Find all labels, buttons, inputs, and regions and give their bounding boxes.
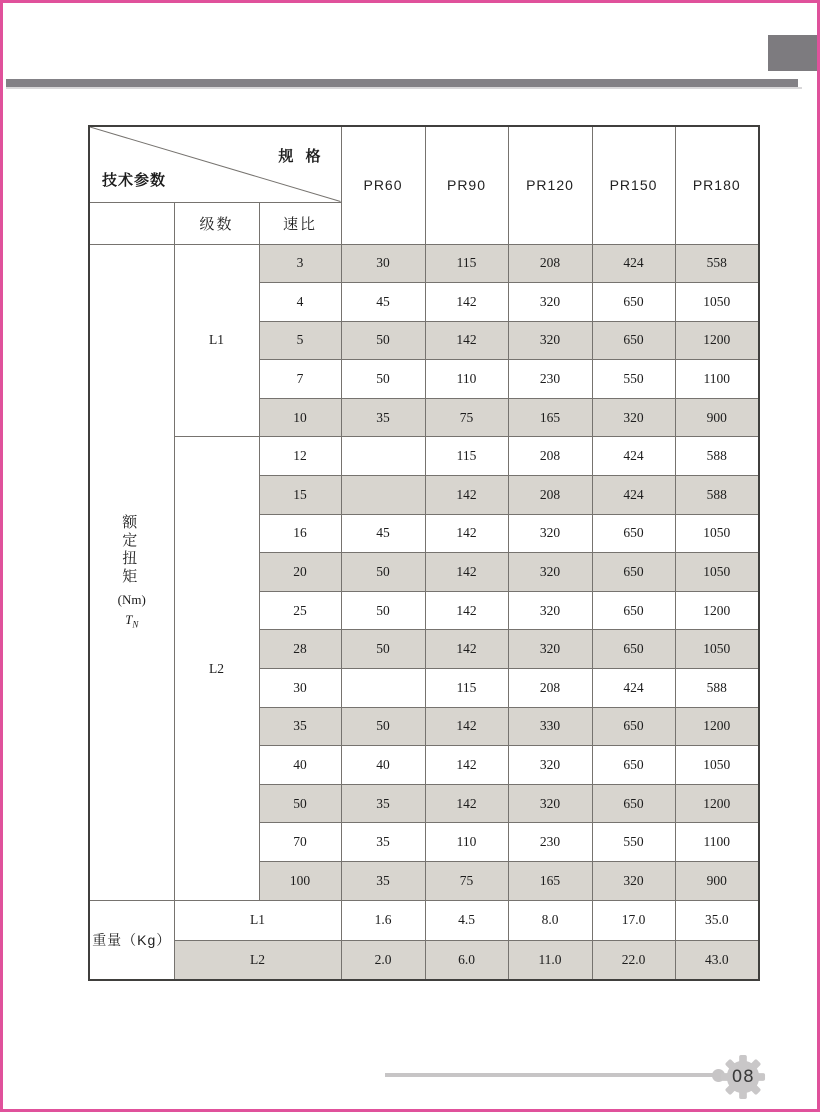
weight-value-cell: 11.0 bbox=[508, 940, 592, 980]
value-cell: 588 bbox=[675, 476, 759, 515]
value-cell: 320 bbox=[508, 553, 592, 592]
value-cell: 35 bbox=[341, 862, 425, 901]
ratio-cell: 15 bbox=[259, 476, 341, 515]
value-cell: 1200 bbox=[675, 707, 759, 746]
value-cell: 1050 bbox=[675, 283, 759, 322]
table-row bbox=[89, 437, 759, 476]
value-cell bbox=[341, 476, 425, 515]
ratio-cell: 25 bbox=[259, 591, 341, 630]
value-cell: 650 bbox=[592, 784, 675, 823]
ratio-cell: 7 bbox=[259, 360, 341, 399]
torque-unit-label: (Nm) bbox=[117, 592, 146, 608]
ratio-cell: 50 bbox=[259, 784, 341, 823]
top-accent-bar bbox=[6, 79, 798, 87]
value-cell: 142 bbox=[425, 283, 508, 322]
value-cell: 320 bbox=[508, 591, 592, 630]
value-cell: 165 bbox=[508, 398, 592, 437]
value-cell: 115 bbox=[425, 437, 508, 476]
value-cell: 330 bbox=[508, 707, 592, 746]
value-cell: 558 bbox=[675, 244, 759, 283]
torque-label-cell bbox=[89, 244, 174, 900]
weight-value-cell: 6.0 bbox=[425, 940, 508, 980]
torque-symbol-letter: T bbox=[125, 612, 133, 628]
weight-value-cell: 2.0 bbox=[341, 940, 425, 980]
value-cell: 35 bbox=[341, 784, 425, 823]
value-cell: 550 bbox=[592, 823, 675, 862]
value-cell: 75 bbox=[425, 398, 508, 437]
value-cell: 35 bbox=[341, 823, 425, 862]
spec-table bbox=[88, 125, 760, 981]
page-number: 08 bbox=[731, 1067, 755, 1087]
weight-stage-cell: L1 bbox=[174, 900, 341, 940]
ratio-cell: 5 bbox=[259, 321, 341, 360]
value-cell: 320 bbox=[508, 746, 592, 785]
value-cell: 142 bbox=[425, 321, 508, 360]
weight-row bbox=[89, 900, 759, 940]
ratio-cell: 10 bbox=[259, 398, 341, 437]
value-cell: 142 bbox=[425, 514, 508, 553]
torque-label bbox=[118, 514, 146, 630]
value-cell: 142 bbox=[425, 553, 508, 592]
column-header-pr180: PR180 bbox=[675, 126, 759, 244]
value-cell: 50 bbox=[341, 707, 425, 746]
value-cell: 320 bbox=[508, 784, 592, 823]
value-cell: 588 bbox=[675, 669, 759, 708]
ratio-cell: 3 bbox=[259, 244, 341, 283]
top-accent-bar-edge bbox=[6, 87, 802, 89]
value-cell: 1050 bbox=[675, 746, 759, 785]
value-cell: 424 bbox=[592, 244, 675, 283]
value-cell: 230 bbox=[508, 823, 592, 862]
ratio-cell: 30 bbox=[259, 669, 341, 708]
value-cell: 142 bbox=[425, 746, 508, 785]
page-number-badge bbox=[720, 1054, 766, 1100]
corner-blank-cell bbox=[89, 202, 174, 244]
value-cell: 40 bbox=[341, 746, 425, 785]
table-row bbox=[89, 244, 759, 283]
weight-value-cell: 22.0 bbox=[592, 940, 675, 980]
value-cell: 115 bbox=[425, 244, 508, 283]
value-cell: 50 bbox=[341, 591, 425, 630]
footer-rule bbox=[385, 1073, 715, 1077]
torque-symbol bbox=[118, 612, 146, 630]
value-cell: 424 bbox=[592, 476, 675, 515]
ratio-cell: 28 bbox=[259, 630, 341, 669]
value-cell: 650 bbox=[592, 553, 675, 592]
weight-label-cell: 重量（Kg） bbox=[89, 900, 174, 980]
weight-value-cell: 43.0 bbox=[675, 940, 759, 980]
weight-stage-cell: L2 bbox=[174, 940, 341, 980]
value-cell: 142 bbox=[425, 630, 508, 669]
value-cell: 142 bbox=[425, 476, 508, 515]
value-cell: 50 bbox=[341, 553, 425, 592]
value-cell: 424 bbox=[592, 669, 675, 708]
value-cell: 208 bbox=[508, 669, 592, 708]
ratio-header: 速比 bbox=[259, 202, 341, 244]
top-right-accent-square bbox=[768, 35, 820, 71]
value-cell: 142 bbox=[425, 784, 508, 823]
value-cell: 1100 bbox=[675, 360, 759, 399]
ratio-cell: 40 bbox=[259, 746, 341, 785]
ratio-cell: 35 bbox=[259, 707, 341, 746]
value-cell: 1200 bbox=[675, 591, 759, 630]
value-cell: 900 bbox=[675, 862, 759, 901]
torque-vertical-label: 额定扭矩 bbox=[120, 514, 137, 587]
value-cell: 650 bbox=[592, 321, 675, 360]
column-header-pr120: PR120 bbox=[508, 126, 592, 244]
value-cell: 588 bbox=[675, 437, 759, 476]
value-cell: 320 bbox=[508, 514, 592, 553]
value-cell: 50 bbox=[341, 321, 425, 360]
ratio-cell: 100 bbox=[259, 862, 341, 901]
value-cell: 50 bbox=[341, 630, 425, 669]
value-cell: 900 bbox=[675, 398, 759, 437]
torque-symbol-subscript: N bbox=[132, 619, 139, 630]
value-cell: 75 bbox=[425, 862, 508, 901]
value-cell: 35 bbox=[341, 398, 425, 437]
weight-value-cell: 1.6 bbox=[341, 900, 425, 940]
value-cell: 550 bbox=[592, 360, 675, 399]
value-cell: 320 bbox=[508, 321, 592, 360]
value-cell: 650 bbox=[592, 283, 675, 322]
stage-cell: L1 bbox=[174, 244, 259, 437]
ratio-cell: 20 bbox=[259, 553, 341, 592]
value-cell: 320 bbox=[508, 630, 592, 669]
value-cell: 1200 bbox=[675, 784, 759, 823]
value-cell: 1050 bbox=[675, 514, 759, 553]
value-cell: 1200 bbox=[675, 321, 759, 360]
stage-cell: L2 bbox=[174, 437, 259, 900]
value-cell: 165 bbox=[508, 862, 592, 901]
value-cell: 110 bbox=[425, 823, 508, 862]
value-cell: 230 bbox=[508, 360, 592, 399]
value-cell: 45 bbox=[341, 514, 425, 553]
ratio-cell: 70 bbox=[259, 823, 341, 862]
value-cell: 320 bbox=[592, 862, 675, 901]
value-cell: 115 bbox=[425, 669, 508, 708]
column-header-pr150: PR150 bbox=[592, 126, 675, 244]
column-header-pr90: PR90 bbox=[425, 126, 508, 244]
value-cell: 1050 bbox=[675, 630, 759, 669]
corner-header-cell bbox=[89, 126, 341, 202]
value-cell: 110 bbox=[425, 360, 508, 399]
stage-header: 级数 bbox=[174, 202, 259, 244]
value-cell: 320 bbox=[508, 283, 592, 322]
value-cell: 208 bbox=[508, 244, 592, 283]
value-cell: 208 bbox=[508, 437, 592, 476]
weight-value-cell: 35.0 bbox=[675, 900, 759, 940]
weight-value-cell: 4.5 bbox=[425, 900, 508, 940]
value-cell: 650 bbox=[592, 746, 675, 785]
ratio-cell: 16 bbox=[259, 514, 341, 553]
value-cell bbox=[341, 437, 425, 476]
value-cell: 45 bbox=[341, 283, 425, 322]
value-cell: 208 bbox=[508, 476, 592, 515]
value-cell: 424 bbox=[592, 437, 675, 476]
value-cell: 30 bbox=[341, 244, 425, 283]
value-cell bbox=[341, 669, 425, 708]
value-cell: 142 bbox=[425, 707, 508, 746]
corner-spec-label: 规 格 bbox=[278, 148, 325, 165]
value-cell: 650 bbox=[592, 591, 675, 630]
value-cell: 650 bbox=[592, 707, 675, 746]
ratio-cell: 12 bbox=[259, 437, 341, 476]
value-cell: 1050 bbox=[675, 553, 759, 592]
ratio-cell: 4 bbox=[259, 283, 341, 322]
weight-row bbox=[89, 940, 759, 980]
value-cell: 650 bbox=[592, 630, 675, 669]
value-cell: 650 bbox=[592, 514, 675, 553]
value-cell: 50 bbox=[341, 360, 425, 399]
weight-value-cell: 8.0 bbox=[508, 900, 592, 940]
value-cell: 142 bbox=[425, 591, 508, 630]
header-row bbox=[89, 126, 759, 202]
weight-value-cell: 17.0 bbox=[592, 900, 675, 940]
column-header-pr60: PR60 bbox=[341, 126, 425, 244]
value-cell: 320 bbox=[592, 398, 675, 437]
value-cell: 1100 bbox=[675, 823, 759, 862]
corner-params-label: 技术参数 bbox=[102, 171, 167, 189]
